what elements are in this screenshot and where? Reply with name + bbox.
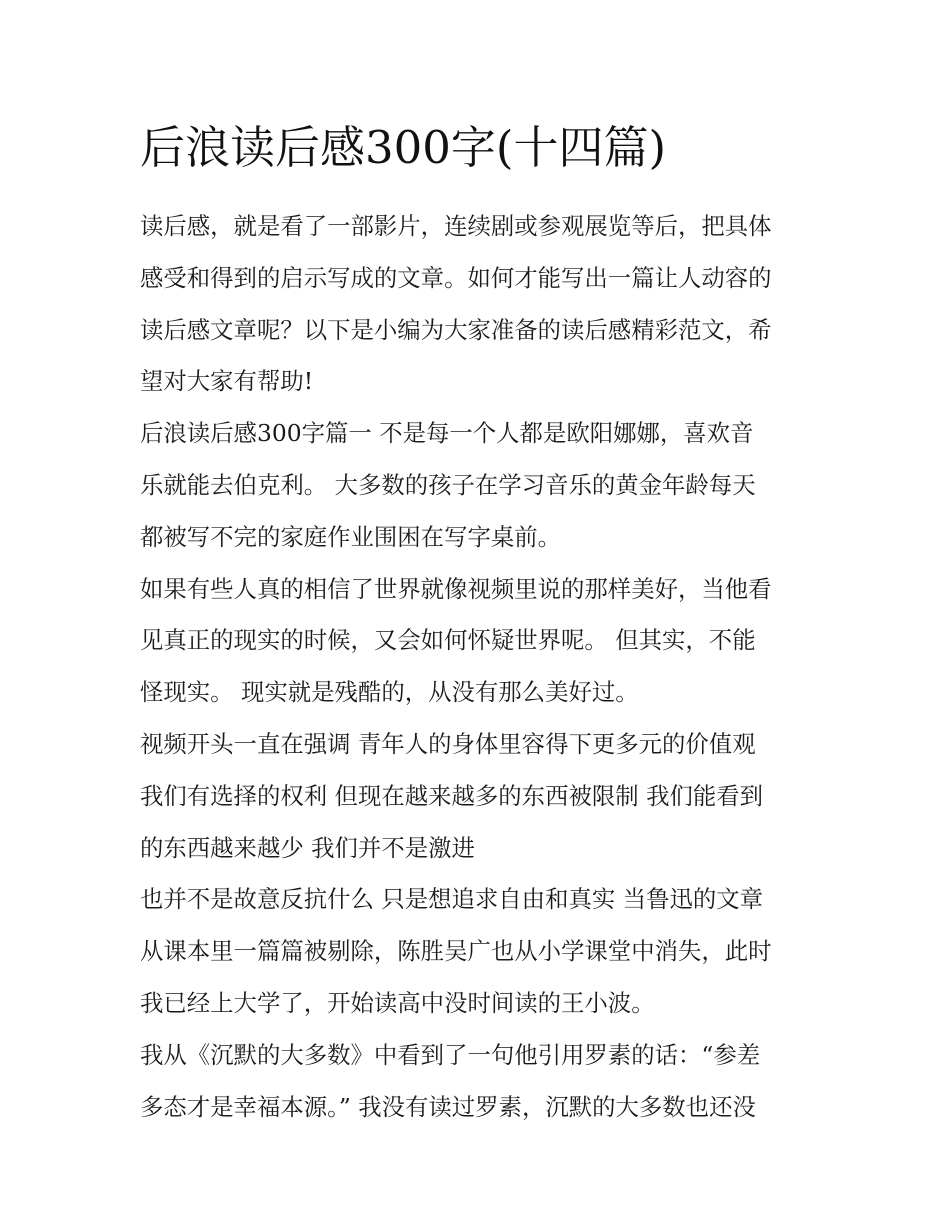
document-body <box>140 201 812 1133</box>
text-line: 也并不是故意反抗什么 只是想追求自由和真实 当鲁迅的文章 <box>140 885 764 914</box>
text-line: 乐就能去伯克利。 大多数的孩子在学习音乐的黄金年龄每天 <box>140 470 756 499</box>
paragraph-essay-one-start <box>140 408 812 563</box>
text-line: 后浪读后感300字篇一 不是每一个人都是欧阳娜娜，喜欢音 <box>140 419 754 448</box>
text-line: 从课本里一篇篇被剔除，陈胜吴广也从小学课堂中消失，此时 <box>140 937 772 966</box>
text-line: 望对大家有帮助! <box>140 367 314 396</box>
text-line: 我们有选择的权利 但现在越来越多的东西被限制 我们能看到 <box>140 781 764 810</box>
text-line: 如果有些人真的相信了世界就像视频里说的那样美好，当他看 <box>140 574 772 603</box>
text-line: 感受和得到的启示写成的文章。如何才能写出一篇让人动容的 <box>140 263 772 292</box>
paragraph-values <box>140 719 812 874</box>
text-line: 读后感，就是看了一部影片，连续剧或参观展览等后，把具体 <box>140 212 772 240</box>
paragraph-intro <box>140 201 812 408</box>
paragraph-quote <box>140 1030 812 1134</box>
document-title: 后浪读后感300字(十四篇) <box>140 121 667 174</box>
text-line: 视频开头一直在强调 青年人的身体里容得下更多元的价值观 <box>140 729 756 758</box>
text-line: 我已经上大学了，开始读高中没时间读的王小波。 <box>140 988 655 1017</box>
text-line: 读后感文章呢？以下是小编为大家准备的读后感精彩范文，希 <box>140 315 772 344</box>
text-line: 的东西越来越少 我们并不是激进 <box>140 833 475 862</box>
text-line: 都被写不完的家庭作业围困在写字桌前。 <box>140 522 562 551</box>
text-line: 多态才是幸福本源。” 我没有读过罗素，沉默的大多数也还没 <box>140 1092 756 1121</box>
paragraph-freedom <box>140 874 812 1029</box>
text-line: 怪现实。 现实就是残酷的，从没有那么美好过。 <box>140 678 639 707</box>
paragraph-reality <box>140 564 812 719</box>
text-line: 我从《沉默的大多数》中看到了一句他引用罗素的话：“参差 <box>140 1040 761 1069</box>
text-line: 见真正的现实的时候，又会如何怀疑世界呢。 但其实，不能 <box>140 626 756 655</box>
